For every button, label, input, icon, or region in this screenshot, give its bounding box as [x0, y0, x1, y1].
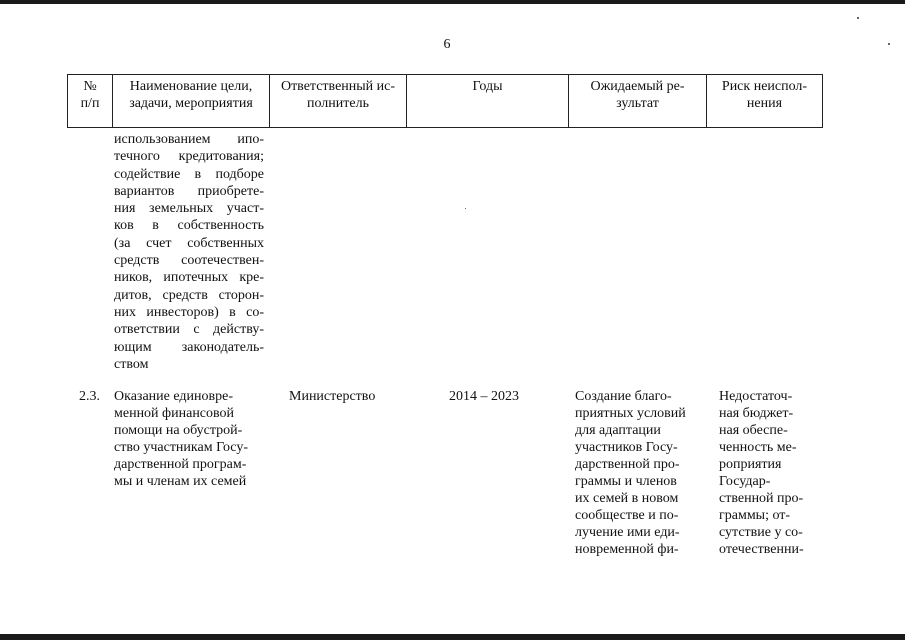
page-number: 6	[443, 37, 451, 52]
header-executor: Ответственный ис- полнитель	[269, 74, 407, 128]
scan-speck	[888, 43, 890, 45]
row-executor: Министерство	[289, 389, 376, 404]
scan-bottom-edge	[0, 634, 905, 640]
header-number: № п/п	[67, 74, 113, 128]
row-name: Оказание единовре- менной финансовой помощи на обустрой- ство участникам Госу- дарственной програм- мы и членам их семей	[114, 389, 248, 489]
row-risk: Недостаточ- ная бюджет- ная обеспе- ченность ме- роприятия Государ- ственной про- граммы; от- сутствие у со- отечественни-	[719, 389, 804, 557]
row-number: 2.3.	[79, 389, 100, 404]
continuation-text: использованием ипо- течного кредитования; содействие в подборе вариантов приобрете- ния земельных участ- ков в собственность (за счет собственных средств соотечествен- ников, ипотечных кре- дитов, средств сторон- них инвесторов) в со- ответствии с действу- ющим законодатель- ством	[114, 132, 264, 372]
scan-top-edge	[0, 0, 905, 4]
row-years: 2014 – 2023	[449, 389, 519, 404]
header-years: Годы	[406, 74, 569, 128]
header-result: Ожидаемый ре- зультат	[568, 74, 707, 128]
row-result: Создание благо- приятных условий для адаптации участников Госу- дарственной про- граммы и членов их семей в новом сообществе и по- лучение ими еди- новременной фи-	[575, 389, 686, 557]
header-name: Наименование цели, задачи, мероприятия	[112, 74, 270, 128]
header-risk: Риск неиспол- нения	[706, 74, 823, 128]
scan-speck	[465, 208, 466, 209]
scan-speck	[857, 17, 859, 19]
